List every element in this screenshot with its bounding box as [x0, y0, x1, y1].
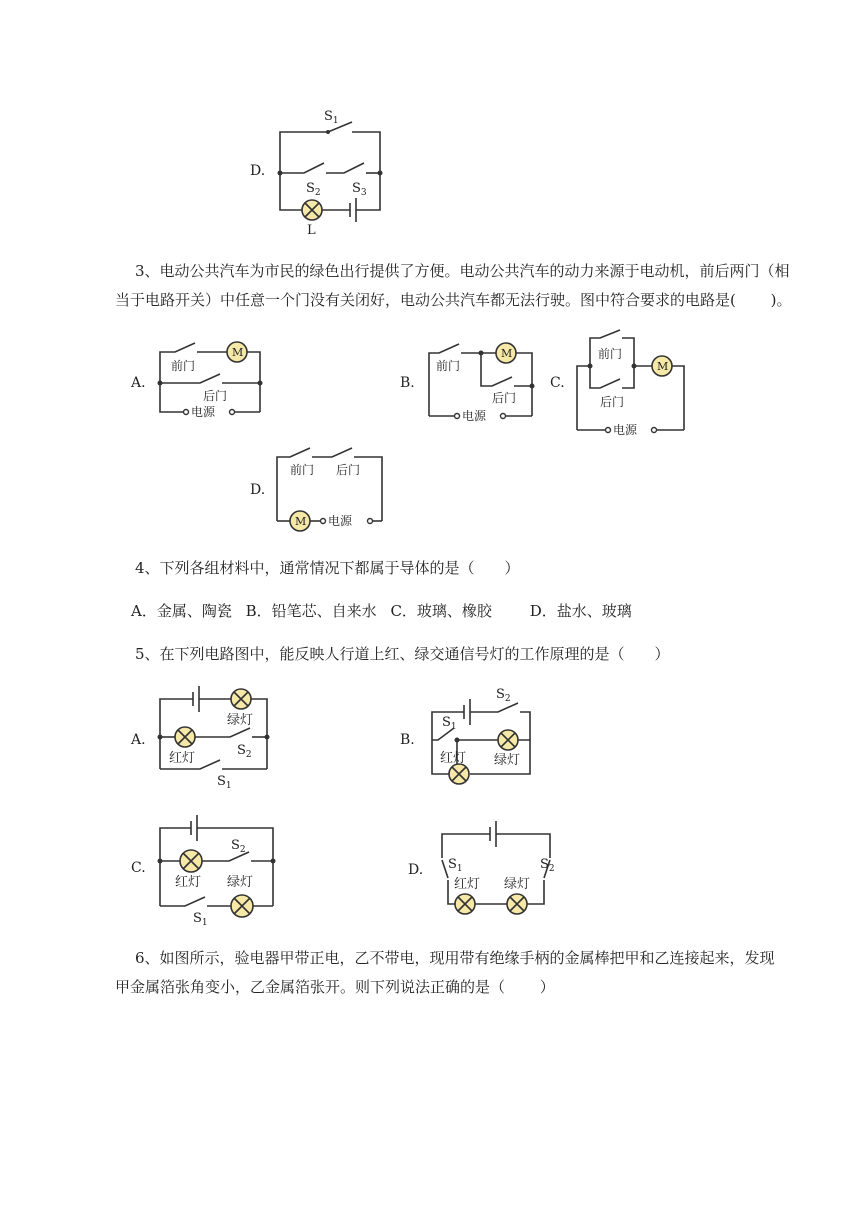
- svg-text:S2: $S_2$: [540, 857, 555, 874]
- q5-circuit-c: [155, 816, 280, 926]
- prev-option-d-label: D.: [250, 163, 266, 179]
- question-4-stem: 4、下列各组材料中，通常情况下都属于导体的是（ ）: [135, 559, 520, 577]
- svg-text:电源: 电源: [613, 423, 638, 437]
- q5-option-b-label: B.: [400, 732, 415, 748]
- q4-option-c[interactable]: C．玻璃、橡胶: [390, 602, 492, 620]
- q3-option-a-label: A.: [131, 375, 146, 391]
- svg-text:后门: 后门: [492, 391, 517, 405]
- q4-option-d[interactable]: D．盐水、玻璃: [529, 602, 632, 620]
- svg-text:电源: 电源: [462, 409, 487, 423]
- svg-text:前门: 前门: [436, 359, 461, 373]
- svg-text:红灯: 红灯: [169, 751, 196, 766]
- svg-text:S1: $S_1$: [448, 857, 463, 874]
- back-door-label: 后门: [203, 389, 228, 403]
- svg-text:红灯: 红灯: [454, 877, 481, 892]
- q5-option-c-label: C.: [131, 860, 146, 876]
- svg-text:前门: 前门: [598, 347, 623, 361]
- q3-option-d-label: D.: [250, 482, 266, 498]
- svg-text:绿灯: 绿灯: [227, 713, 254, 728]
- front-door-label: 前门: [171, 359, 196, 373]
- q3-circuit-a: [155, 340, 270, 420]
- power-label: 电源: [191, 405, 216, 419]
- q5-circuit-d: [434, 820, 564, 920]
- question-3-line2: 当于电路开关）中任意一个门没有关闭好，电动公共汽车都无法行驶。图中符合要求的电路是( )。: [115, 291, 792, 309]
- prev-circuit-d: [270, 100, 400, 240]
- switch-s1-label: $S_1$: [324, 109, 339, 126]
- svg-text:绿灯: 绿灯: [494, 753, 521, 768]
- svg-text:红灯: 红灯: [440, 751, 467, 766]
- svg-text:M: M: [295, 515, 307, 528]
- q3-circuit-c: [572, 330, 692, 440]
- svg-text:M: M: [232, 346, 244, 359]
- svg-text:S1: $S_1$: [217, 774, 232, 791]
- battery-icon: [191, 815, 197, 841]
- q5-circuit-a: [155, 682, 275, 792]
- q5-option-d-label: D.: [408, 862, 424, 878]
- q4-option-a[interactable]: A．金属、陶瓷: [131, 602, 232, 620]
- question-6-stem: 6、如图所示，验电器甲带正电，乙不带电，现用带有绝缘手柄的金属棒把甲和乙连接起来，发现 甲金属箔张角变小，乙金属箔张开。则下列说法正确的是（ ）: [115, 949, 775, 996]
- q3-circuit-b: [424, 338, 544, 423]
- question-3-line1: 3、电动公共汽车为市民的绿色出行提供了方便。电动公共汽车的动力来源于电动机，前后两门（相: [135, 262, 790, 280]
- svg-text:后门: 后门: [336, 463, 361, 477]
- switch-s3-label: $S_3$: [352, 181, 367, 198]
- svg-text:绿灯: 绿灯: [504, 877, 531, 892]
- battery-icon: [193, 686, 199, 712]
- switch-s1-pivot: [326, 130, 330, 134]
- question-3-stem: [115, 257, 805, 315]
- svg-text:M: M: [657, 360, 669, 373]
- lamp-l-label: L: [307, 223, 316, 238]
- svg-text:绿灯: 绿灯: [227, 875, 254, 890]
- svg-text:S2: $S_2$: [237, 743, 252, 760]
- battery-icon: [464, 699, 470, 725]
- q5-circuit-b: [424, 682, 544, 792]
- svg-text:红灯: 红灯: [175, 875, 202, 890]
- svg-text:前门: 前门: [290, 463, 315, 477]
- svg-text:后门: 后门: [600, 395, 625, 409]
- q4-option-b[interactable]: B．铅笔芯、自来水: [245, 602, 377, 620]
- svg-text:M: M: [501, 347, 513, 360]
- q5-option-a-label: A.: [131, 732, 146, 748]
- svg-text:S1: $S_1$: [442, 715, 457, 732]
- question-5-stem: 5、在下列电路图中，能反映人行道上红、绿交通信号灯的工作原理的是（ ）: [135, 645, 670, 663]
- svg-text:电源: 电源: [328, 514, 353, 528]
- svg-text:S1: $S_1$: [193, 911, 208, 928]
- svg-text:S2: $S_2$: [231, 838, 246, 855]
- q3-option-b-label: B.: [400, 375, 415, 391]
- q3-option-c-label: C.: [550, 375, 565, 391]
- switch-s2-label: $S_2$: [306, 181, 321, 198]
- question-4-options: [131, 600, 638, 621]
- q3-circuit-d: [272, 445, 392, 530]
- battery-icon: [490, 821, 496, 847]
- svg-text:S2: $S_2$: [496, 687, 511, 704]
